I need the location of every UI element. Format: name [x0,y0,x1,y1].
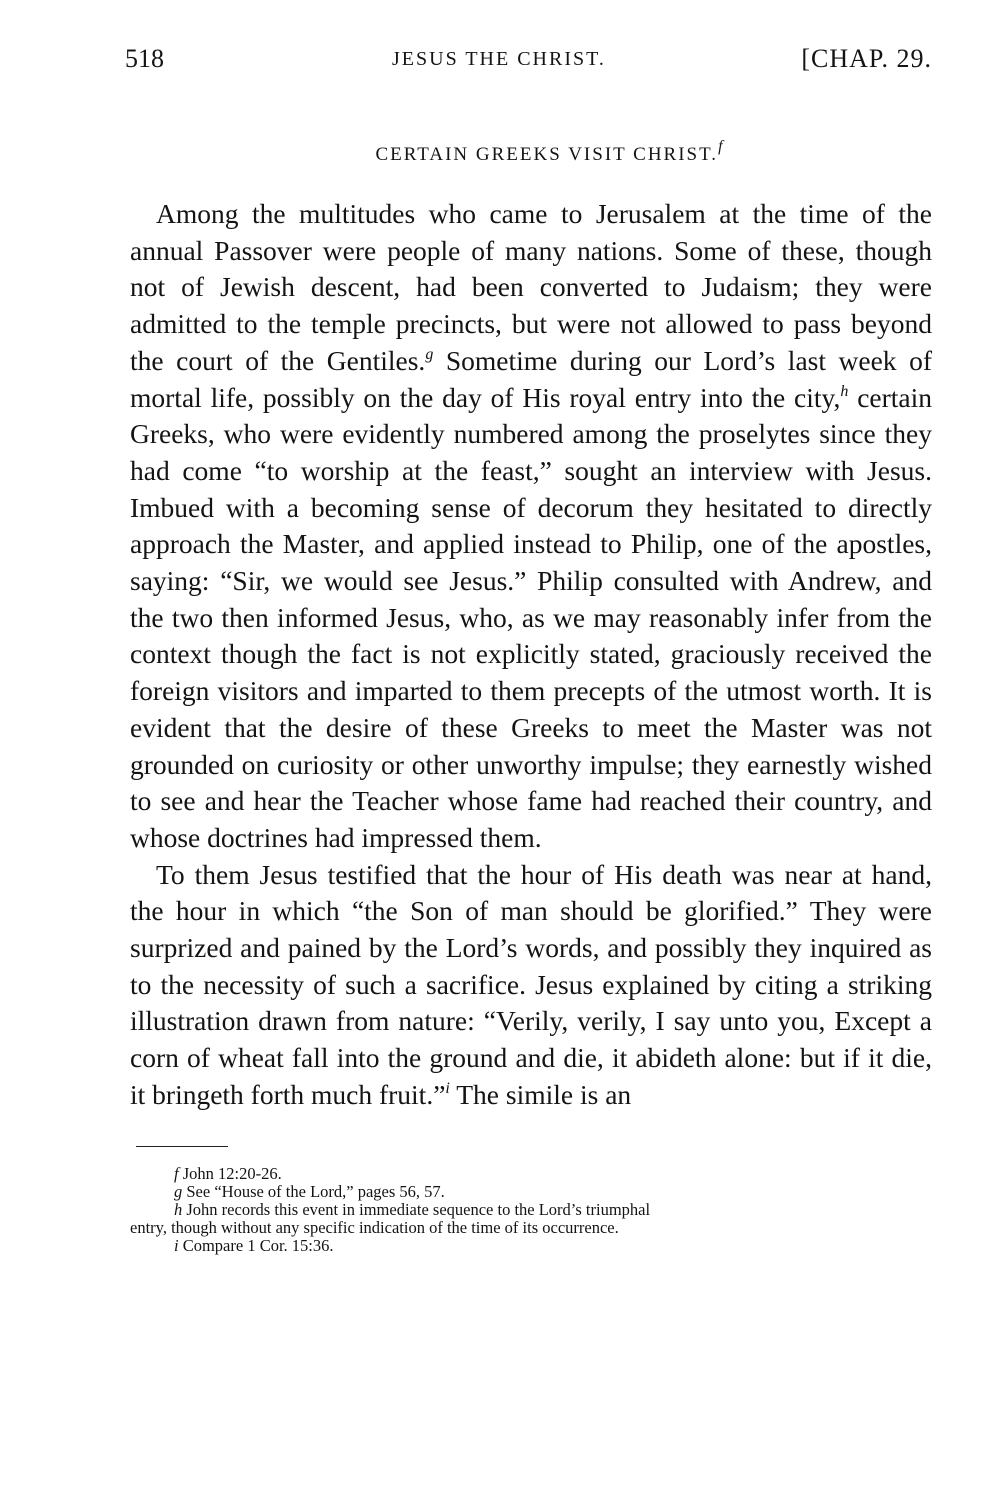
paragraph [130,196,932,857]
paragraph-text: Sometime during our Lord’s last week of mortal life, possibly on the day of His royal entry into the city, [130,344,933,413]
footnotes [130,1165,932,1255]
page-number: 518 [125,44,164,73]
footnote-f [130,1165,932,1183]
footnote-text: See “House of the Lord,” pages 56, 57. [186,1181,445,1201]
footnote-ref-h: h [840,382,849,400]
paragraph [130,857,932,1114]
book-title: JESUS THE CHRIST. [392,48,606,70]
footnote-text: John 12:20-26. [182,1163,282,1183]
footnote-mark: f [174,1163,179,1183]
footnote-ref-f: f [718,138,725,155]
paragraph-text: To them Jesus testified that the hour of His death was near at hand, the hour in which “the Son of man should be glorified.” They were surprized and pained by the Lord’s words, and possibly they inquired as to the necessity of such a sacrifice. Jesus explained by citing a striking illustration drawn from nature: “Verily, verily, I say unto you, Except a corn of wheat fall into the ground and die, it abideth alone: but if it die, it bringeth forth much fruit.” [130,858,932,1110]
footnote-g [130,1183,932,1201]
section-title: CERTAIN GREEKS VISIT CHRIST. [375,144,719,165]
paragraph-text: certain Greeks, who were evidently numbered among the proselytes since they had come “to worship at the feast,” sought an interview with Jesus. Imbued with a becoming sense of decorum they hesitated to directly approach the Master, and applied instead to Philip, one of the apostles, saying: “Sir, we would see Jesus.” Philip consulted with Andrew, and the two then informed Jesus, who, as we may reasonably infer from the context though the fact is not explicitly stated, graciously received the foreign visitors and imparted to them precepts of the utmost worth. It is evident that the desire of these Greeks to meet the Master was not grounded on curiosity or other unworthy impulse; they earnestly wished to see and hear the Teacher whose fame had reached their country, and whose doctrines had impressed them. [130,381,932,853]
body-text [130,196,932,1114]
footnote-i [130,1237,932,1255]
footnote-mark: i [174,1235,179,1255]
footnote-ref-i: i [445,1079,450,1097]
running-header [125,44,932,84]
footnote-text: entry, though without any specific indication of the time of its occurrence. [130,1217,619,1237]
footnote-h [130,1201,932,1219]
footnote-ref-g: g [425,345,434,363]
footnote-mark: h [174,1199,183,1219]
footnote-text: Compare 1 Cor. 15:36. [182,1235,334,1255]
paragraph-text: The simile is an [456,1078,632,1110]
footnote-text: John records this event in immediate sequence to the Lord’s triumphal [186,1199,651,1219]
footnote-mark: g [174,1181,183,1201]
book-page [125,44,933,1255]
paragraph-text: Among the multitudes who came to Jerusalem at the time of the annual Passover were people of many nations. Some of these, though not of Jewish descent, had been converted to Judaism; they were admitted to the temple precincts, but were not allowed to pass beyond the court of the Gentiles. [130,198,932,376]
section-heading [168,138,932,174]
footnote-h-continued [130,1219,932,1237]
chapter-label: [CHAP. 29. [801,44,932,73]
footnote-rule [136,1146,228,1147]
